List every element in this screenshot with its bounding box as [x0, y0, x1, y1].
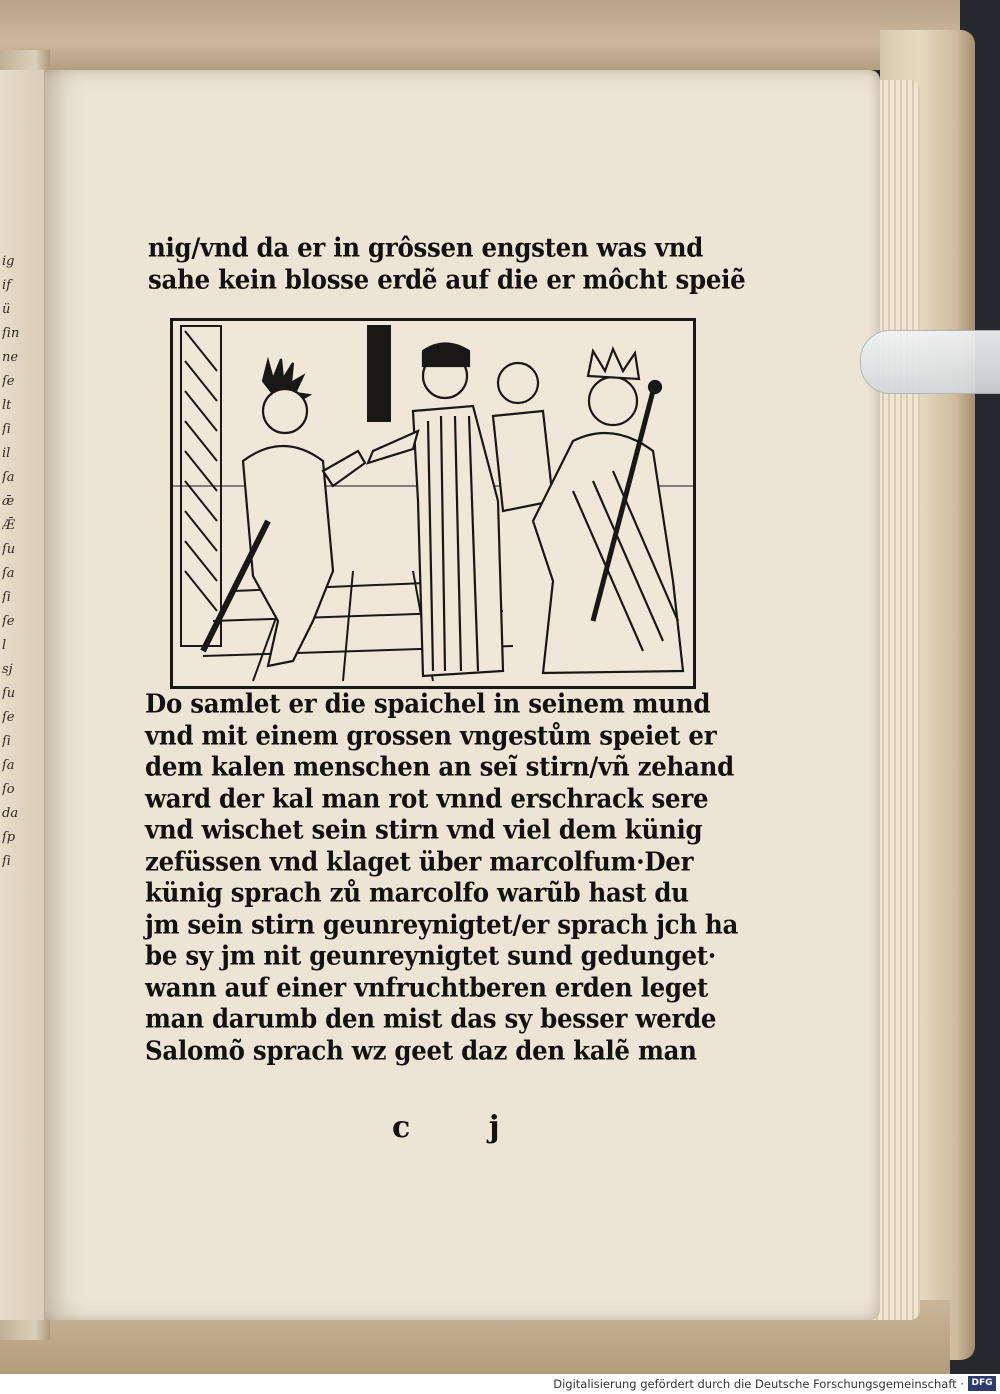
left-page-fragment-line: ſa [2, 758, 15, 773]
text-body [145, 687, 739, 1066]
left-page-fragment-line: ſa [2, 566, 15, 581]
left-page-fragment-line: ſu [2, 542, 16, 557]
left-page-fragment-line: ſe [2, 614, 15, 629]
left-page-fragment [0, 70, 44, 1320]
text-line: wann auf einer vnfruchtberen erden leget [145, 971, 709, 1003]
text-line: jm sein stirn geunreynigtet/er sprach jch ha [145, 908, 739, 940]
left-page-fragment-line: sj [2, 662, 13, 677]
left-page-fragment-line: if [2, 278, 11, 293]
text-line: sahe kein blosse erdẽ auf die er môcht speiẽ [148, 263, 746, 295]
left-page-fragment-line: ſo [2, 782, 15, 797]
left-page-fragment-line: ſi [2, 590, 11, 605]
text-line: Do samlet er die spaichel in seinem mund [145, 687, 711, 720]
left-page-fragment-line: ig [2, 254, 15, 269]
left-page-fragment-line: ſin [2, 326, 20, 341]
text-line: Salomõ sprach wz geet daz den kalẽ man [145, 1034, 697, 1066]
left-page-fragment-line: ǣ [2, 494, 15, 509]
text-line: dem kalen menschen an seĩ stirn/vñ zehand [145, 750, 734, 783]
text-line: vnd wischet sein stirn vnd viel dem künig [145, 813, 703, 846]
left-page-fragment-line: ſe [2, 710, 15, 725]
text-line: zefüssen vnd klaget über marcolfum·Der [145, 845, 694, 877]
left-page-fragment-line: ſa [2, 470, 15, 485]
text-line: ward der kal man rot vnnd erschrack sere [145, 782, 709, 814]
bookmark-tab [860, 330, 1000, 394]
woodcut-svg [173, 321, 693, 686]
left-page-fragment-line: lt [2, 398, 12, 413]
text-line: vnd mit einem grossen vngestům speiet er [145, 719, 717, 751]
left-page-fragment-line: il [2, 446, 11, 461]
text-line: be sy jm nit geunreynigtet sund gedunget· [145, 939, 716, 972]
signature-mark: c j [392, 1110, 534, 1145]
left-page-fragment-line: ſi [2, 734, 11, 749]
dfg-logo-icon: DFG [968, 1376, 996, 1391]
left-page-fragment-line: ne [2, 350, 19, 365]
left-page-text [2, 250, 42, 874]
left-page-fragment-line: ſi [2, 854, 11, 869]
text-top [148, 231, 746, 295]
book-cover-top [0, 0, 960, 70]
woodcut-illustration [170, 318, 696, 689]
left-page-fragment-line: ſe [2, 374, 15, 389]
left-page-fragment-line: ſi [2, 422, 11, 437]
left-page-fragment-line: ü [2, 302, 11, 317]
left-page-fragment-line: ſu [2, 686, 16, 701]
left-page-fragment-line: ſp [2, 830, 16, 845]
text-line: man darumb den mist das sy besser werde [145, 1002, 717, 1035]
left-page-fragment-line: l [2, 638, 7, 653]
text-line: künig sprach zů marcolfo warũb hast du [145, 876, 689, 909]
footer-credit: Digitalisierung gefördert durch die Deutsche Forschungsgemeinschaft · [553, 1377, 964, 1391]
footer-bar [0, 1374, 1000, 1394]
text-line: nig/vnd da er in grôssen engsten was vnd [148, 231, 704, 264]
left-page-fragment-line: Ǣ [2, 518, 16, 533]
left-page-fragment-line: da [2, 806, 19, 821]
